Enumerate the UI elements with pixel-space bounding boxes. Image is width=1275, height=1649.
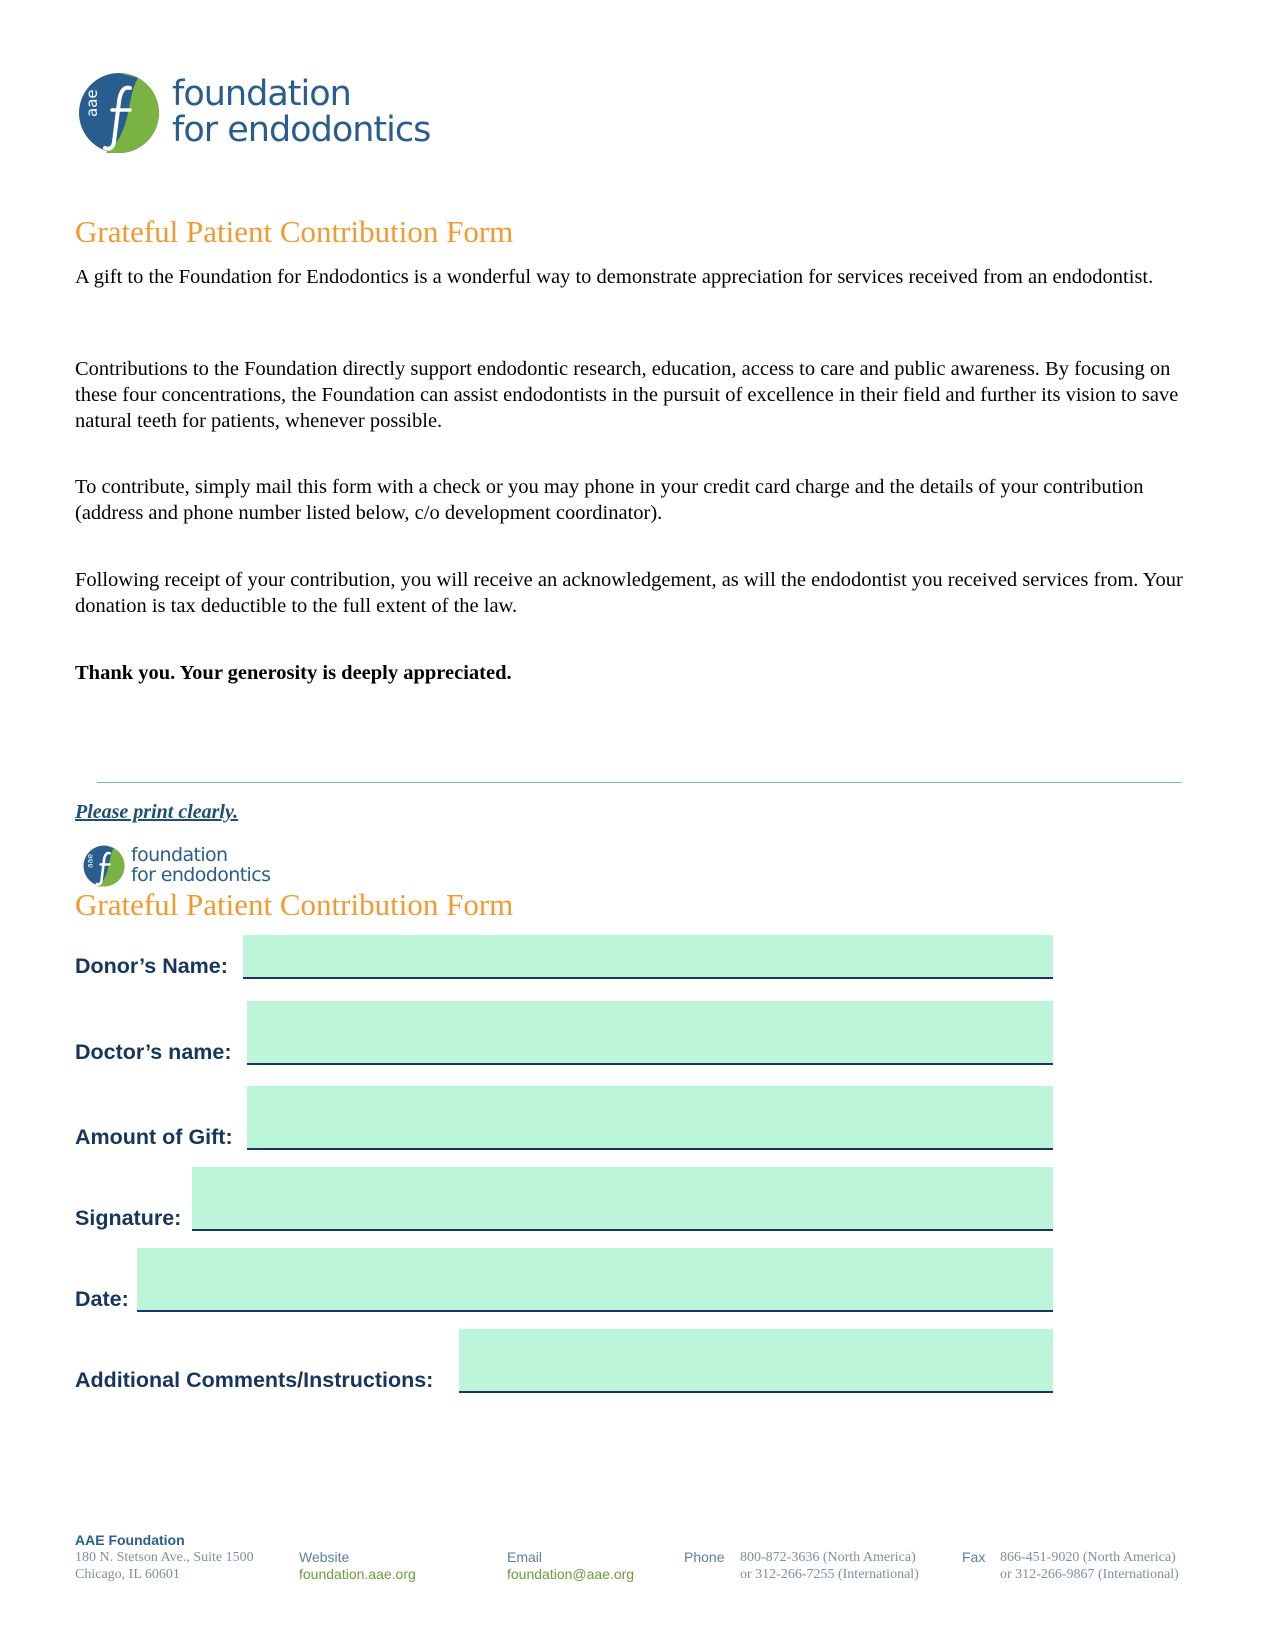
footer-phone-label: Phone [684,1549,725,1565]
logo-monogram-small: aae [85,853,95,869]
logo-mark-small-icon [83,845,125,887]
signature-row [75,1167,1053,1231]
footer-fax-1: 866-451-9020 (North America) [1000,1550,1176,1565]
print-clearly-note: Please print clearly. [75,801,239,823]
intro-paragraph-3: To contribute, simply mail this form with a check or you may phone in your credit card charge and the details of your contribution (address and phone number listed below, c/o development coordinator). [75,476,1144,524]
footer-phone-numbers [740,1549,919,1583]
footer-address [75,1531,254,1583]
page-title: Grateful Patient Contribution Form [75,214,514,249]
footer-phone-1: 800-872-3636 (North America) [740,1550,916,1565]
form-title: Grateful Patient Contribution Form [75,887,514,922]
intro-paragraph-1: A gift to the Foundation for Endodontics is a wonderful way to demonstrate appreciation for services received from an endodontist. [75,266,1154,288]
amount-field[interactable] [247,1086,1053,1150]
donor-name-label: Donor’s Name: [75,954,228,978]
footer-email [507,1549,634,1583]
doctor-name-field[interactable] [247,1001,1053,1065]
footer-phone [684,1549,724,1566]
amount-row [75,1086,1053,1150]
logo-wordmark [172,74,431,150]
footer-fax-2: or 312-266-9867 (International) [1000,1567,1179,1582]
footer-fax-label: Fax [962,1549,986,1565]
foundation-logo-small [83,845,270,887]
logo-small-line-1: foundation [131,844,228,866]
thank-you-note: Thank you. Your generosity is deeply appreciated. [75,662,512,684]
footer-website [299,1549,416,1583]
footer-address-line-1: 180 N. Stetson Ave., Suite 1500 [75,1550,254,1565]
logo-line-1: foundation [172,74,351,114]
logo-mark-icon [78,72,160,154]
date-field[interactable] [137,1248,1053,1312]
footer-address-line-2: Chicago, IL 60601 [75,1567,180,1582]
footer-email-label: Email [507,1549,543,1565]
footer [0,1531,1275,1591]
amount-label: Amount of Gift: [75,1125,233,1149]
signature-label: Signature: [75,1206,182,1230]
signature-field[interactable] [192,1167,1053,1231]
donor-name-field[interactable] [243,935,1053,979]
comments-label: Additional Comments/Instructions: [75,1368,434,1392]
footer-email-link[interactable]: foundation@aae.org [507,1566,635,1582]
doctor-name-label: Doctor’s name: [75,1040,232,1064]
logo-small-line-2: for endodontics [131,864,271,886]
section-divider [97,782,1182,783]
doctor-name-row [75,1001,1053,1065]
footer-fax-numbers [1000,1549,1179,1583]
logo-line-2: for endodontics [172,110,431,150]
comments-row [75,1329,1053,1393]
donor-name-row [75,935,1053,979]
intro-paragraph-4: Following receipt of your contribution, you will receive an acknowledgement, as will the endodontist you received services from. Your donation is tax deductible to the full extent of the law. [75,569,1183,617]
foundation-logo [78,72,430,154]
date-label: Date: [75,1287,129,1311]
date-row [75,1248,1053,1312]
intro-paragraph-2: Contributions to the Foundation directly support endodontic research, education, access to care and public awareness. By focusing on these four concentrations, the Foundation can assist endodontists in the pursuit of excellence in their field and further its vision to save natural teeth for patients, whenever possible. [75,358,1179,432]
footer-website-link[interactable]: foundation.aae.org [299,1566,416,1582]
logo-wordmark-small [131,846,270,886]
footer-org-name: AAE Foundation [75,1532,185,1548]
footer-website-label: Website [299,1549,350,1565]
footer-fax [962,1549,985,1566]
footer-phone-2: or 312-266-7255 (International) [740,1567,919,1582]
comments-field[interactable] [459,1329,1053,1393]
logo-monogram: aae [83,89,101,117]
